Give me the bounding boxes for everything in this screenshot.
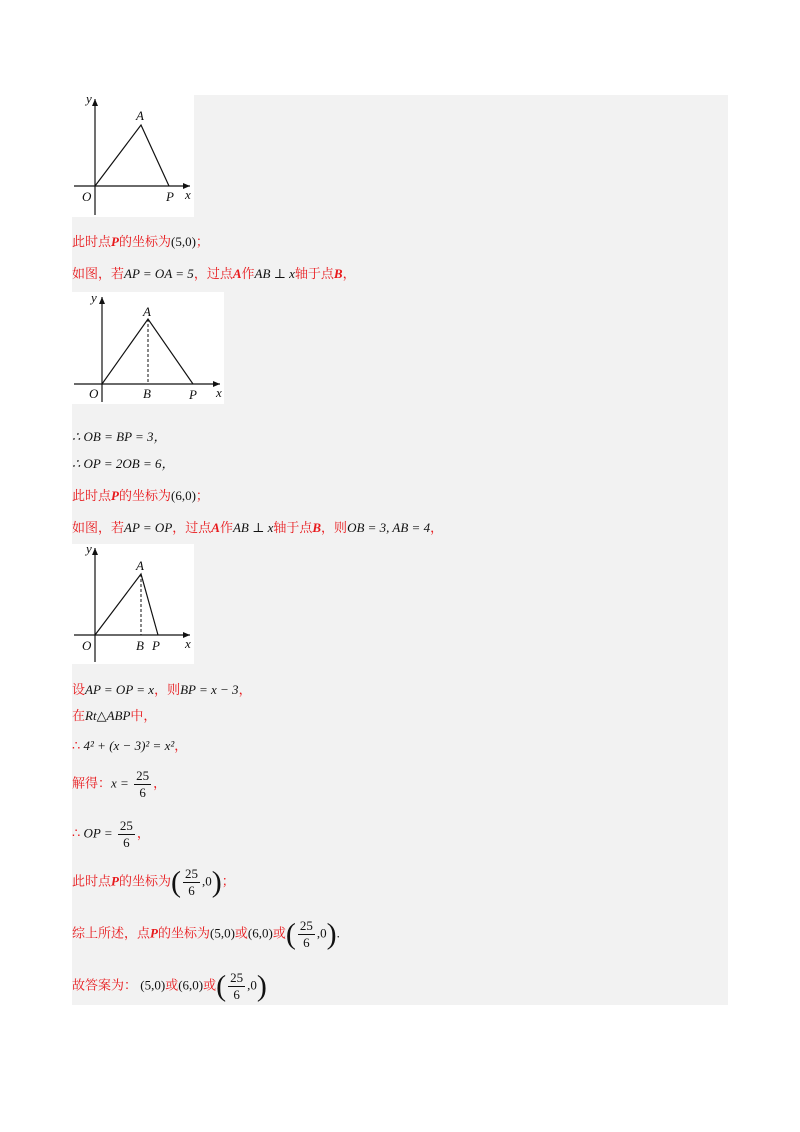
point-p-label: P [152,638,160,653]
point-o-label: O [82,638,92,653]
text-line-14: 故答案为： (5,0)或(6,0)或( $\frac{25}{6}$ ,0) [72,969,267,1003]
figure-3 [72,544,194,664]
text-line-12: 此时点P的坐标为( $\frac{25}{6}$ ,0)； [72,865,235,899]
point-o-label: O [89,386,99,401]
fraction: $\frac{25}{6}$ [119,818,133,850]
text-line-10: 解得：x = $\frac{25}{6}$ ， [72,768,167,800]
x-axis-label: x [216,385,222,400]
point-b-label: B [136,638,144,653]
text-line-3: ∴ OB = BP = 3， [72,429,167,444]
text-line-4: ∴ OP = 2OB = 6， [72,456,175,471]
point-o-label: O [82,189,92,204]
point-p-label: P [189,387,197,402]
figure-2 [72,292,224,404]
y-axis-label: y [86,95,92,106]
y-axis-label: y [91,292,97,305]
point-a-label: A [136,558,144,573]
fraction: $\frac{25}{6}$ [136,768,150,800]
text-line-7: 设AP = OP = x，则BP = x − 3， [72,682,252,697]
x-axis-label: x [185,636,191,651]
text-line-5: 此时点P的坐标为(6,0)； [72,488,209,503]
point-a-label: A [143,304,151,319]
text-line-2: 如图，若AP = OA = 5，过点A作AB ⊥ x轴于点B， [72,266,356,281]
point-b-label: B [143,386,151,401]
figure-1 [72,95,194,217]
y-axis-label: y [86,544,92,556]
fraction: $\frac{25}{6}$ [230,970,244,1002]
point-p-label: P [166,189,174,204]
fraction: $\frac{25}{6}$ [184,866,198,898]
x-axis-label: x [185,187,191,202]
fraction: $\frac{25}{6}$ [299,918,313,950]
text-line-1: 此时点P的坐标为(5,0)； [72,234,209,249]
text-line-13: 综上所述，点P的坐标为(5,0)或(6,0)或( $\frac{25}{6}$ ,0). [72,917,340,951]
point-a-label: A [136,108,144,123]
text-line-6: 如图，若AP = OP，过点A作AB ⊥ x轴于点B，则OB = 3, AB = 4， [72,520,444,535]
text-line-8: 在Rt△ABP中， [72,708,157,723]
text-line-11: ∴ OP = $\frac{25}{6}$ ， [72,818,150,850]
text-line-9: ∴ 4² + (x − 3)² = x²， [72,738,188,753]
